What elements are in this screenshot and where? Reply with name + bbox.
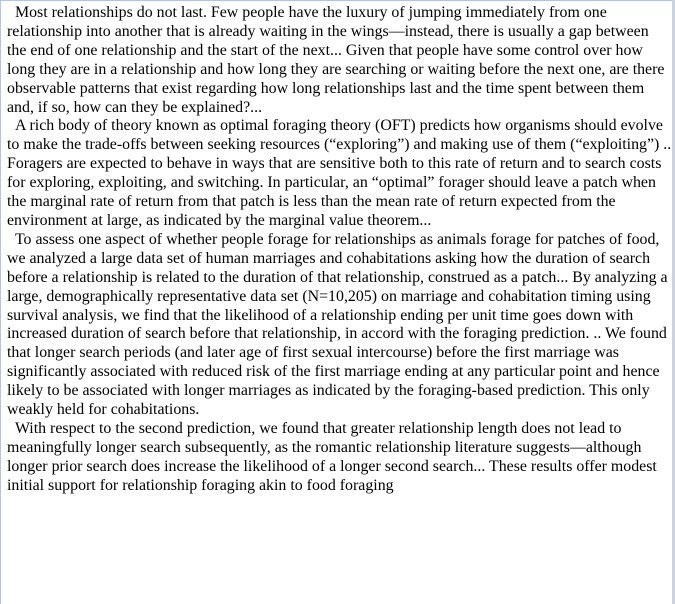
page-border-top <box>0 0 675 1</box>
document-body[interactable] <box>7 4 672 496</box>
paragraph-second-prediction: With respect to the second prediction, we found that greater relationship length does not lead to meaningfully longer search subsequently, as the romantic relationship literature suggests—although longer prior search does increase the likelihood of a longer second search... These results offer modest initial support for relationship foraging akin to food foraging <box>7 419 657 494</box>
paragraph-intro: Most relationships do not last. Few people have the luxury of jumping immediately from one relationship into another that is already waiting in the wings—instead, there is usually a gap between the end of one relationship and the start of the next... Given that people have some control over how long they are in a relationship and how long they are searching or waiting before the next one, are there observable patterns that exist regarding how long relationships last and the time spent between them and, if so, how can they be explained?... <box>7 4 665 116</box>
paragraph-analysis: To assess one aspect of whether people forage for relationships as animals forage for patches of food, we analyzed a large data set of human marriages and cohabitations asking how the duration of search before a relationship is related to the duration of that relationship, construed as a patch... By analyzing a large, demographically representative data set (N=10,205) on marriage and cohabitation timing using survival analysis, we find that the likelihood of a relationship ending per unit time goes down with increased duration of search before that relationship, in accord with the foraging prediction. .. We found that longer search periods (and later age of first sexual intercourse) before the first marriage was significantly associated with reduced risk of the first marriage ending at any particular point and hence likely to be associated with longer marriages as indicated by the foraging-based prediction. This only weakly held for cohabitations. <box>7 230 668 419</box>
paragraph-optimal-foraging-theory: A rich body of theory known as optimal foraging theory (OFT) predicts how organisms should evolve to make the trade-offs between seeking resources (“exploring”) and making use of them (“exploiting”) .. Foragers are expected to behave in ways that are sensitive both to this rate of return and to search costs for exploring, exploiting, and switching. In particular, an “optimal” forager should leave a patch when the marginal rate of return from that patch is less than the mean rate of return expected from the environment at large, as indicated by the marginal value theorem... <box>7 117 672 229</box>
page-border-left <box>0 0 1 604</box>
